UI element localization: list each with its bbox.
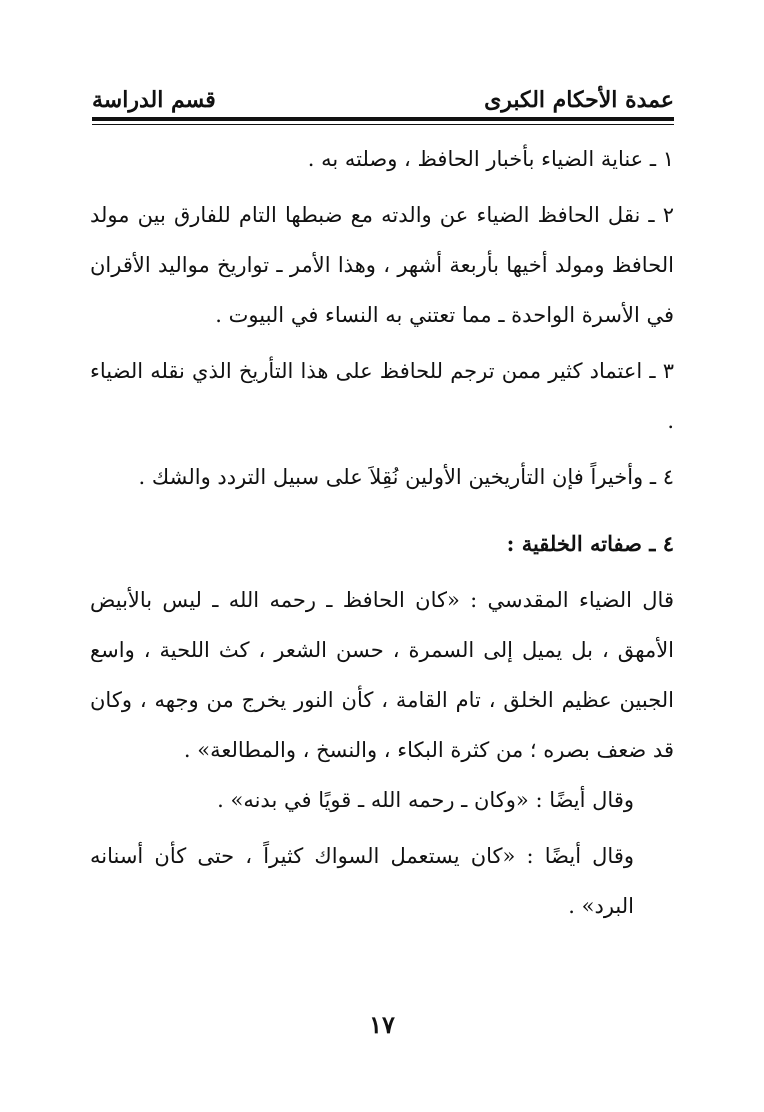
evidence-list bbox=[90, 134, 674, 502]
header-rule-thin bbox=[92, 124, 674, 125]
list-item: ٤ ـ وأخيراً فإن التأريخين الأولين نُقِلاَ على سبيل التردد والشك . bbox=[138, 465, 674, 489]
paragraph: وقال أيضًا : «وكان ـ رحمه الله ـ قويًا في بدنه» . bbox=[217, 788, 634, 812]
paragraph: وقال أيضًا : «كان يستعمل السواك كثيراً ، حتى كأن أسنانه البرد» . bbox=[90, 844, 634, 918]
book-title: عمدة الأحكام الكبرى bbox=[484, 87, 674, 113]
page-number: ١٧ bbox=[369, 1010, 395, 1039]
list-item: ٢ ـ نقل الحافظ الضياء عن والدته مع ضبطها التام للفارق بين مولد الحافظ ومولد أخيها بأربعة أشهر ، وهذا الأمر ـ تواريخ مواليد الأقران في الأسرة الواحدة ـ مما تعتني به النساء في البيوت . bbox=[90, 203, 674, 327]
section-label: قسم الدراسة bbox=[92, 87, 216, 113]
section-heading: ٤ ـ صفاته الخلقية : bbox=[506, 531, 674, 556]
physical-traits-section bbox=[90, 519, 674, 931]
list-item: ١ ـ عناية الضياء بأخبار الحافظ ، وصلته به . bbox=[307, 147, 674, 171]
paragraph: قال الضياء المقدسي : «كان الحافظ ـ رحمه الله ـ ليس بالأبيض الأمهق ، بل يميل إلى السمرة ، حسن الشعر ، كث اللحية ، واسع الجبين عظيم الخلق ، تام القامة ، كأن النور يخرج من وجهه ، وكان قد ضعف بصره ؛ من كثرة البكاء ، والنسخ ، والمطالعة» . bbox=[90, 588, 674, 762]
running-header bbox=[92, 84, 674, 116]
header-rule-thick bbox=[92, 117, 674, 121]
list-item: ٣ ـ اعتماد كثير ممن ترجم للحافظ على هذا التأريخ الذي نقله الضياء . bbox=[90, 359, 674, 433]
